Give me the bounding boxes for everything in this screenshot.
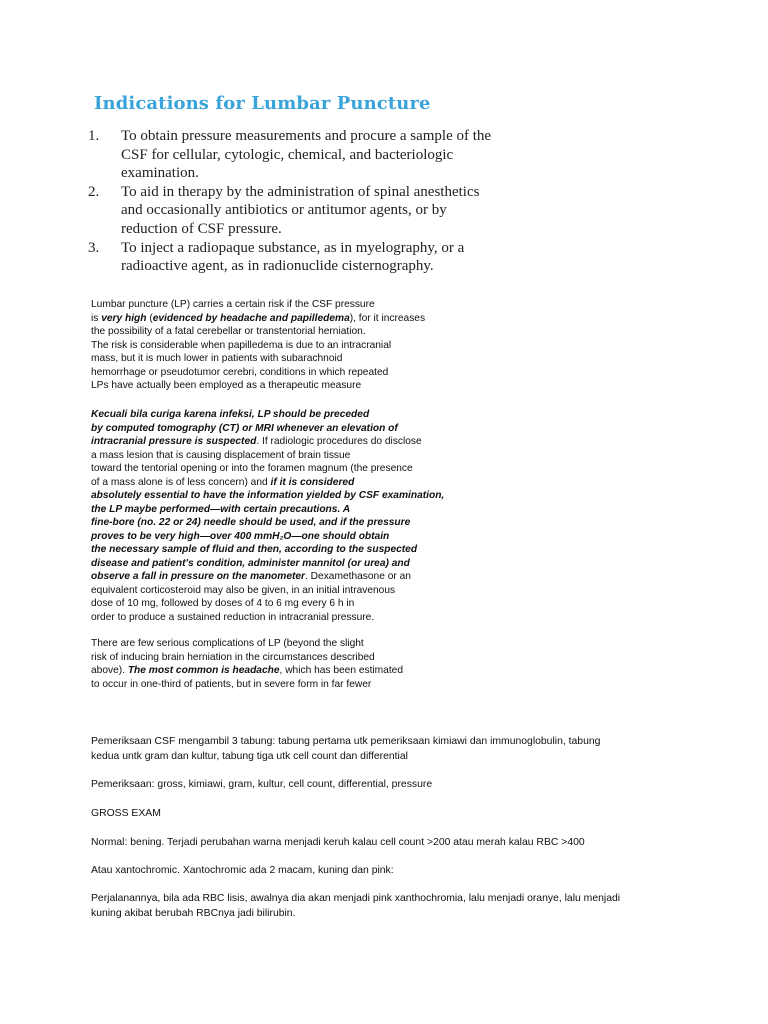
text-line: Pemeriksaan CSF mengambil 3 tabung: tabung pertama utk pemeriksaan kimiawi dan immunoglobulin, tabung (91, 736, 601, 747)
text-run: ( (146, 312, 153, 324)
paragraph-complications (91, 637, 501, 691)
text-line: kuning akibat berubah RBCnya jadi bilirubin. (91, 908, 296, 919)
text-line: a mass lesion that is causing displacement of brain tissue (91, 449, 351, 461)
text-line (91, 476, 501, 490)
text-line (91, 312, 501, 326)
emphasis: very high (101, 312, 147, 324)
text-line: The risk is considerable when papilledema is due to an intracranial (91, 339, 392, 351)
text-run: is (91, 312, 102, 324)
list-item (88, 239, 498, 276)
text-line: mass, but it is much lower in patients with subarachnoid (91, 353, 343, 364)
text-run: . If radiologic procedures do disclose (256, 436, 422, 447)
paragraph-progression (91, 891, 691, 921)
text-run: , which has been estimated (279, 665, 403, 676)
paragraph-precautions (91, 408, 501, 624)
emphasis: if it is considered (270, 476, 355, 488)
list-number: 3. (88, 239, 100, 256)
indications-list (88, 127, 498, 276)
emphasis: intracranial pressure is suspected (91, 436, 257, 447)
paragraph-xantochromic: Atau xantochromic. Xantochromic ada 2 macam, kuning dan pink: (91, 865, 394, 876)
text-line: fine-bore (no. 22 or 24) needle should be used, and if the pressure (91, 517, 411, 528)
list-text: To inject a radiopaque substance, as in myelography, or a radioactive agent, as in radionuclide cisternography. (121, 239, 465, 275)
text-line: the LP maybe performed—with certain precautions. A (91, 503, 351, 515)
text-run: ), for it increases (349, 312, 426, 324)
text-line: the necessary sample of fluid and then, according to the suspected (91, 544, 418, 555)
paragraph-normal: Normal: bening. Terjadi perubahan warna menjadi keruh kalau cell count >200 atau merah kalau RBC >400 (91, 837, 585, 848)
text-line: risk of inducing brain herniation in the circumstances described (91, 651, 375, 663)
text-line: absolutely essential to have the information yielded by CSF examination, (91, 490, 445, 501)
paragraph-lp-risk (91, 298, 501, 393)
text-line: Perjalanannya, bila ada RBC lisis, awalnya dia akan menjadi pink xanthochromia, lalu menjadi oranye, lalu menjadi (91, 893, 621, 904)
text-line: the possibility of a fatal cerebellar or transtentorial herniation. (91, 326, 366, 337)
text-line: by computed tomography (CT) or MRI whenever an elevation of (91, 422, 398, 434)
text-line: kedua untk gram dan kultur, tabung tiga utk cell count dan differential (91, 751, 408, 762)
text-line: dose of 10 mg, followed by doses of 4 to 6 mg every 6 h in (91, 598, 355, 609)
text-run: above). (91, 665, 128, 676)
text-line: equivalent corticosteroid may also be given, in an initial intravenous (91, 584, 396, 596)
text-line (91, 664, 501, 678)
text-line: LPs have actually been employed as a therapeutic measure (91, 380, 362, 391)
text-line: Lumbar puncture (LP) carries a certain risk if the CSF pressure (91, 299, 375, 310)
text-line: disease and patient's condition, administer mannitol (or urea) and (91, 557, 410, 569)
text-line (91, 435, 501, 449)
page-heading: Indications for Lumbar Puncture (94, 93, 431, 114)
text-run: . Dexamethasone or an (305, 571, 411, 582)
emphasis: evidenced by headache and papilledema (152, 312, 350, 324)
text-line: Kecuali bila curiga karena infeksi, LP should be preceded (91, 409, 370, 420)
text-line: There are few serious complications of LP (beyond the slight (91, 638, 364, 649)
list-text: To obtain pressure measurements and procure a sample of the CSF for cellular, cytologic, chemical, and bacteriologic examination. (121, 128, 492, 182)
text-run: of a mass alone is of less concern) and (91, 476, 271, 488)
paragraph-examinations: Pemeriksaan: gross, kimiawi, gram, kultur, cell count, differential, pressure (91, 779, 433, 790)
text-line: proves to be very high—over 400 mmH₂O—one should obtain (91, 530, 390, 542)
list-text: To aid in therapy by the administration of spinal anesthetics and occasionally antibiotics or antitumor agents, or by reduction of CSF pressure. (121, 183, 480, 237)
list-item (88, 183, 498, 239)
emphasis: observe a fall in pressure on the manometer (91, 571, 306, 582)
text-line: order to produce a sustained reduction in intracranial pressure. (91, 611, 375, 623)
text-line: to occur in one-third of patients, but in severe form in far fewer (91, 678, 372, 690)
list-number: 1. (88, 128, 100, 144)
paragraph-csf-tubes (91, 734, 691, 764)
list-number: 2. (88, 183, 100, 200)
list-item (88, 127, 498, 183)
emphasis: The most common is headache (127, 665, 280, 676)
text-line (91, 570, 501, 584)
text-line: toward the tentorial opening or into the foramen magnum (the presence (91, 463, 413, 474)
text-line: hemorrhage or pseudotumor cerebri, conditions in which repeated (91, 366, 389, 378)
section-heading-gross-exam: GROSS EXAM (91, 808, 161, 819)
